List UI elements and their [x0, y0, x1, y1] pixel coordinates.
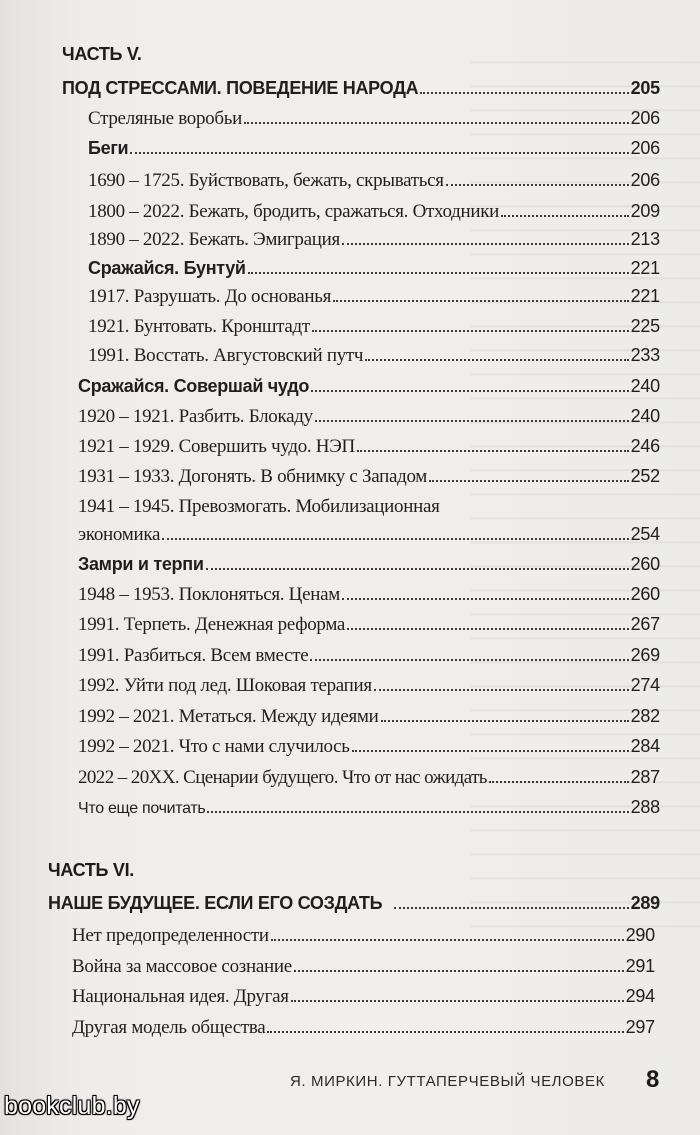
toc-entry [78, 406, 660, 434]
entry-title: 1941 – 1945. Превозмогать. Мобилизационная [78, 496, 440, 517]
page-ref: 240 [630, 376, 660, 396]
entry-title: 1948 – 1953. Поклоняться. Ценам [78, 584, 340, 605]
page-ref: 289 [630, 893, 660, 913]
entry-title: 2022 – 20XX. Сценарии будущего. Что от нас ожидать [78, 767, 487, 788]
page-ref: 225 [630, 316, 660, 336]
section-title: Сражайся. Бунтуй [88, 258, 246, 278]
page-ref: 205 [630, 78, 660, 98]
toc-entry [78, 466, 660, 494]
dot-leader [130, 152, 628, 154]
entry-title: 1992 – 2021. Метаться. Между идеями [78, 706, 379, 727]
entry-title: Стреляные воробьи [88, 108, 242, 129]
page-ref: 282 [630, 706, 660, 726]
entry-title: экономика [78, 524, 161, 545]
toc-entry [78, 584, 660, 612]
dot-leader [291, 1000, 624, 1002]
part-5-label: ЧАСТЬ V. [62, 44, 142, 64]
page-ref: 294 [625, 986, 655, 1006]
entry-title: 1931 – 1933. Догонять. В обнимку с Западом [78, 466, 428, 487]
toc-entry [88, 345, 660, 373]
dot-leader [248, 272, 629, 274]
toc-entry [72, 986, 655, 1014]
page-ref: 233 [630, 345, 660, 365]
part-title: НАШЕ БУДУЩЕЕ. ЕСЛИ ЕГО СОЗДАТЬ [48, 893, 383, 913]
entry-title: 1921. Бунтовать. Кронштадт [88, 316, 310, 337]
toc-entry [88, 170, 660, 198]
section-title: Сражайся. Совершай чудо [78, 376, 310, 396]
toc-entry [72, 1017, 655, 1045]
toc-entry [88, 286, 660, 314]
entry-title: 1921 – 1929. Совершить чудо. НЭП [78, 436, 355, 457]
dot-leader [207, 811, 628, 813]
dot-leader [501, 215, 629, 217]
entry-title: 1890 – 2022. Бежать. Эмиграция [88, 229, 340, 250]
dot-leader [244, 122, 629, 124]
toc-entry [78, 675, 660, 703]
part-5-title-row [62, 78, 660, 106]
page-ref: 254 [630, 524, 660, 544]
dot-leader [347, 628, 629, 630]
page-ref: 206 [630, 170, 660, 190]
entry-title: 1992 – 2021. Что с нами случилось [78, 736, 350, 757]
entry-title: Национальная идея. Другая [72, 986, 289, 1007]
dot-leader [352, 750, 629, 752]
page-ref: 267 [630, 614, 660, 634]
dot-leader [374, 689, 629, 691]
entry-title: Что еще почитать [78, 800, 206, 817]
dot-leader [429, 480, 629, 482]
section-title: Беги [88, 138, 129, 158]
dot-leader [342, 243, 629, 245]
dot-leader [311, 390, 629, 392]
page-ref: 206 [630, 108, 660, 128]
dot-leader [310, 659, 628, 661]
part-title: ПОД СТРЕССАМИ. ПОВЕДЕНИЕ НАРОДА [62, 78, 419, 98]
toc-entry [88, 316, 660, 344]
page-ref: 269 [630, 645, 660, 665]
dot-leader [162, 538, 628, 540]
dot-leader [342, 598, 629, 600]
dot-leader [294, 970, 624, 972]
dot-leader [365, 359, 628, 361]
page-ref: 274 [630, 675, 660, 695]
page-ref: 213 [630, 229, 660, 249]
toc-section [78, 376, 660, 404]
entry-title: 1991. Восстать. Августовский путч [88, 345, 364, 366]
dot-leader [357, 450, 629, 452]
part-6-label: ЧАСТЬ VI. [48, 860, 134, 880]
toc-entry [78, 767, 660, 795]
toc-section [78, 554, 660, 582]
page-ref: 206 [630, 138, 660, 158]
page-ref: 221 [630, 258, 660, 278]
entry-title: Другая модель общества [72, 1017, 266, 1038]
page-ref: 297 [625, 1017, 655, 1037]
page-ref: 221 [630, 286, 660, 306]
dot-leader [312, 330, 629, 332]
toc-entry [78, 645, 660, 673]
page-ref: 284 [630, 736, 660, 756]
toc-entry [72, 925, 655, 953]
page-number: 8 [646, 1066, 660, 1093]
running-footer: Я. МИРКИН. ГУТТАПЕРЧЕВЫЙ ЧЕЛОВЕК [290, 1073, 605, 1090]
dot-leader [267, 1031, 623, 1033]
dot-leader [315, 420, 629, 422]
toc-entry [78, 614, 660, 642]
toc-entry [88, 108, 660, 136]
entry-title: 1917. Разрушать. До основанья [88, 286, 332, 307]
dot-leader [489, 781, 629, 783]
toc-entry [78, 436, 660, 464]
page-ref: 260 [630, 554, 660, 574]
entry-title: 1800 – 2022. Бежать, бродить, сражаться. Отходники [88, 201, 500, 222]
dot-leader [381, 720, 629, 722]
dot-leader [420, 92, 628, 94]
toc-entry [78, 736, 660, 764]
toc-entry-line1 [78, 496, 660, 524]
page-ref: 246 [630, 436, 660, 456]
toc-entry [88, 229, 660, 257]
toc-section [88, 138, 660, 166]
page-ref: 209 [630, 201, 660, 221]
page-ref: 287 [630, 767, 660, 787]
entry-title: 1991. Терпеть. Денежная реформа [78, 614, 346, 635]
page-ref: 288 [630, 797, 660, 817]
entry-title: Война за массовое сознание [72, 956, 292, 977]
page-ref: 252 [630, 466, 660, 486]
entry-title: Нет предопределенности [72, 925, 269, 946]
dot-leader [446, 184, 629, 186]
toc-entry [72, 956, 655, 984]
toc-entry-line2 [78, 524, 660, 552]
dot-leader [271, 939, 624, 941]
page-ref: 290 [625, 925, 655, 945]
entry-title: 1690 – 1725. Буйствовать, бежать, скрываться [88, 170, 444, 191]
toc-section [88, 258, 660, 286]
part-6-title-row [48, 893, 660, 921]
page-ref: 291 [625, 956, 655, 976]
toc-entry [78, 797, 660, 825]
dot-leader [333, 300, 628, 302]
page-ref: 260 [630, 584, 660, 604]
dot-leader [206, 568, 629, 570]
section-title: Замри и терпи [78, 554, 204, 574]
toc-entry [78, 706, 660, 734]
dot-leader [394, 907, 628, 909]
watermark: bookclub.by [4, 1092, 140, 1120]
entry-title: 1992. Уйти под лед. Шоковая терапия [78, 675, 372, 696]
entry-title: 1920 – 1921. Разбить. Блокаду [78, 406, 313, 427]
entry-title: 1991. Разбиться. Всем вместе [78, 645, 309, 666]
toc-entry [88, 201, 660, 229]
page-ref: 240 [630, 406, 660, 426]
